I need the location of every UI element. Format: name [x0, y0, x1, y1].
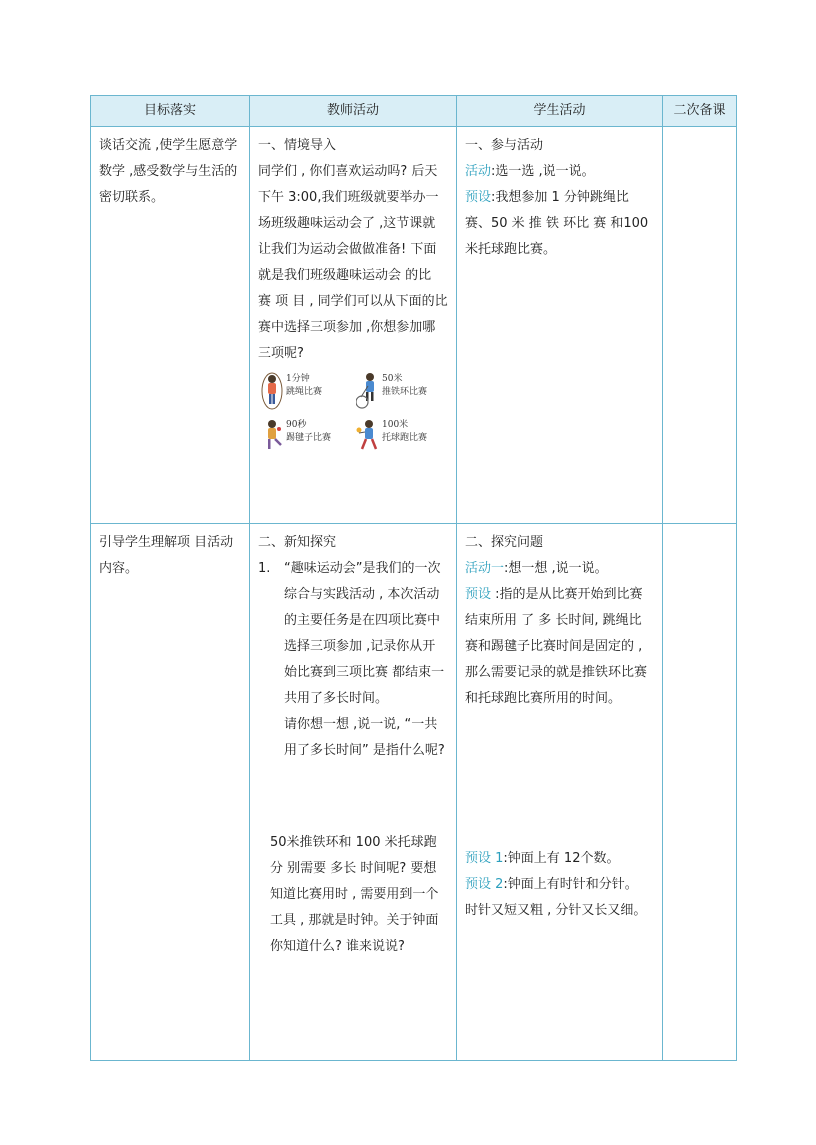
sport-line1: 1分钟	[286, 374, 310, 384]
teacher-cell	[250, 524, 457, 1061]
section-title: 一、参与活动	[465, 138, 544, 153]
preset-1-text: :钟面上有 12个数。	[503, 851, 620, 866]
item-number: 1.	[258, 561, 271, 576]
preset-2-text: :钟面上有时针和分针。 时针又短又粗 , 分针又长又细。	[465, 877, 647, 918]
goal-text: 谈话交流 ,使学生愿意学数学 ,感受数学与生活的密切联系。	[99, 138, 238, 205]
preset-2-line	[465, 872, 654, 924]
header-teacher-activity: 教师活动	[250, 96, 457, 127]
preset-1-line	[465, 846, 654, 872]
sport-line1: 90秒	[286, 420, 307, 430]
item-text: “趣味运动会”是我们的一次综合与实践活动 , 本次活动的主要任务是在四项比赛中选择三项参加 ,记录你从开始比赛到三项比赛 都结束一共用了多长时间。	[284, 561, 445, 706]
sports-events-illustration	[258, 369, 448, 461]
sport-item-rope-skipping	[258, 369, 353, 415]
preset-label: 预设	[465, 190, 492, 205]
activity-text: :选一选 ,说一说。	[491, 164, 595, 179]
lesson-plan-table	[90, 95, 737, 1061]
teacher-intro-text: 同学们 , 你们喜欢运动吗? 后天下午 3:00,我们班级就要举办一场班级趣味运动会了 ,这节课就让我们为运动会做做准备! 下面就是我们班级趣味运动会 的比 赛 项 目 , 同学们可以从下面的比赛中选择三项参加 ,你想参加哪三项呢?	[258, 164, 448, 361]
sport-line2: 踢毽子比赛	[286, 433, 332, 443]
section-title: 二、探究问题	[465, 535, 544, 550]
table-header-row	[91, 96, 737, 127]
spacer	[465, 712, 654, 846]
sport-item-shuttlecock-kicking	[258, 415, 353, 461]
table-row	[91, 524, 737, 1061]
activity-line	[465, 159, 654, 185]
ball-carrying-run-icon	[356, 417, 382, 457]
hoop-rolling-icon	[356, 371, 382, 411]
header-goal: 目标落实	[91, 96, 250, 127]
header-student-activity: 学生活动	[457, 96, 663, 127]
sport-line2: 推铁环比赛	[382, 387, 428, 397]
sport-item-hoop-rolling	[354, 369, 449, 415]
goal-text: 引导学生理解项 目活动内容。	[99, 535, 234, 576]
header-second-prep: 二次备课	[663, 96, 737, 127]
numbered-item	[258, 556, 448, 764]
student-cell	[457, 524, 663, 1061]
sport-line2: 跳绳比赛	[286, 387, 323, 397]
teacher-cell	[250, 127, 457, 524]
rope-skipping-icon	[260, 371, 284, 411]
sport-line1: 50米	[382, 374, 403, 384]
activity-text: :想一想 ,说一说。	[504, 561, 608, 576]
preset-line	[465, 185, 654, 263]
preset-line	[465, 582, 654, 712]
preset-2-label: 预设 2	[465, 877, 504, 892]
shuttlecock-kicking-icon	[260, 417, 284, 457]
second-prep-cell	[663, 524, 737, 1061]
preset-text: :我想参加 1 分钟跳绳比赛、50 米 推 铁 环比 赛 和100米托球跑比赛。	[465, 190, 649, 257]
clock-intro-text: 50米推铁环和 100 米托球跑 分 别需要 多长 时间呢? 要想知道比赛用时 , 需要用到一个工具 , 那就是时钟。关于钟面你知道什么? 谁来说说?	[270, 835, 439, 954]
goal-cell	[91, 524, 250, 1061]
student-cell	[457, 127, 663, 524]
activity-line	[465, 556, 654, 582]
sport-item-ball-carrying-run	[354, 415, 449, 461]
preset-label: 预设	[465, 587, 492, 602]
preset-text: :指的是从比赛开始到比赛结束所用 了 多 长时间, 跳绳比赛和踢毽子比赛时间是固定的 , 那么需要记录的就是推铁环比赛和托球跑比赛所用的时间。	[465, 587, 648, 706]
spacer	[258, 764, 448, 830]
activity-label: 活动一	[465, 561, 505, 576]
activity-label: 活动	[465, 164, 492, 179]
section-title: 二、新知探究	[258, 535, 337, 550]
goal-cell	[91, 127, 250, 524]
table-row	[91, 127, 737, 524]
section-title: 一、情境导入	[258, 138, 337, 153]
second-prep-cell	[663, 127, 737, 524]
sport-line1: 100米	[382, 420, 409, 430]
sport-line2: 托球跑比赛	[382, 433, 428, 443]
preset-1-label: 预设 1	[465, 851, 504, 866]
item-question: 请你想一想 ,说一说, “一共用了多长时间” 是指什么呢?	[284, 717, 445, 758]
